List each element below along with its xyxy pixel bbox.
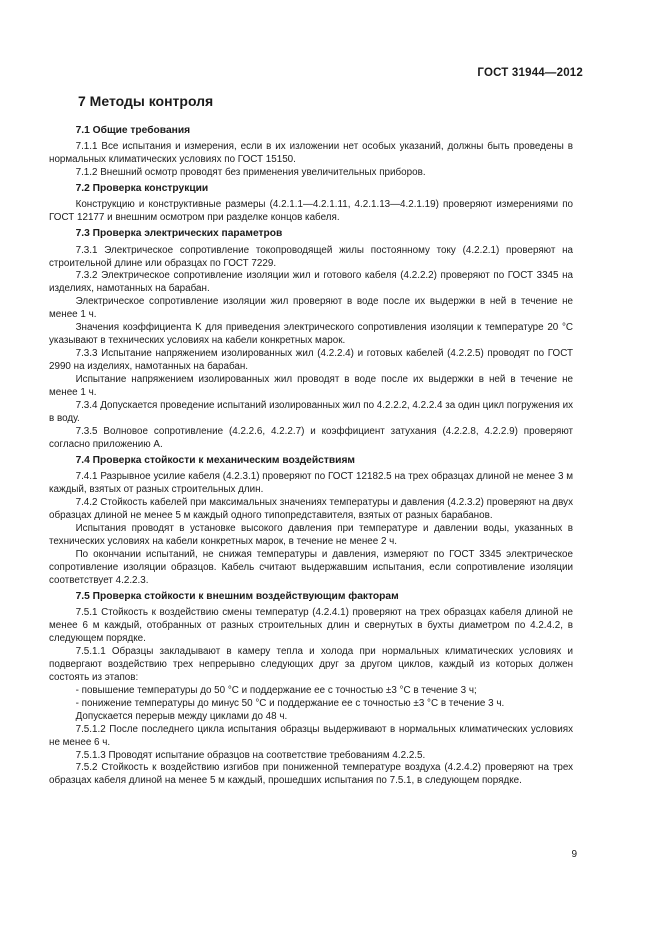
paragraph: 7.1.1 Все испытания и измерения, если в их изложении нет особых указаний, должны быть проведены в нормальных климатических условиях по ГОСТ 15150. (49, 141, 574, 166)
paragraph: 7.4.2 Стойкость кабелей при максимальных значениях температуры и давления (4.2.3.2) проверяют на двух образцах длиной не менее 5 м каждый одного типопредставителя, взятых от разных барабанов. (49, 497, 574, 521)
subsection-heading: 7.5 Проверка стойкости к внешним воздействующим факторам (75, 590, 399, 602)
page-number: 9 (571, 849, 577, 860)
paragraph: Конструкцию и конструктивные размеры (4.2.1.1—4.2.1.11, 4.2.1.13—4.2.1.19) проверяют измерениями по ГОСТ 12177 и внешним осмотром при разделке концов кабеля. (49, 199, 574, 224)
subsection-heading: 7.4 Проверка стойкости к механическим воздействиям (75, 455, 355, 466)
paragraph: 7.3.5 Волновое сопротивление (4.2.2.6, 4.2.2.7) и коэффициент затухания (4.2.2.8, 4.2.2.9) проверяют согласно приложению А. (49, 425, 574, 450)
subsection-heading: 7.2 Проверка конструкции (75, 183, 209, 195)
paragraph: 7.3.3 Испытание напряжением изолированных жил (4.2.2.4) и готовых кабелей (4.2.2.5) проводят по ГОСТ 2990 на изделиях, намотанных на барабан. (49, 348, 574, 373)
standard-code: ГОСТ 31944—2012 (477, 67, 583, 79)
subsection-heading: 7.3 Проверка электрических параметров (75, 228, 283, 240)
paragraph: 7.5.1 Стойкость к воздействию смены температур (4.2.4.1) проверяют на трех образцах кабеля длиной не менее 6 м каждый, отобранных от разных строительных длин и свернутых в бухты диаметром по 4.2.4.2, в следующем порядке. (49, 607, 574, 644)
paragraph: Испытание напряжением изолированных жил проводят в воде после их выдержки в ней в течение не менее 1 ч. (49, 374, 574, 399)
paragraph: 7.3.2 Электрическое сопротивление изоляции жил и готового кабеля (4.2.2.2) проверяют по ГОСТ 3345 на изделиях, намотанных на барабан. (49, 270, 574, 295)
paragraph: Электрическое сопротивление изоляции жил проверяют в воде после их выдержки в ней в течение не менее 1 ч. (49, 296, 574, 321)
subsection-heading: 7.1 Общие требования (75, 125, 191, 136)
paragraph: 7.4.1 Разрывное усилие кабеля (4.2.3.1) проверяют по ГОСТ 12182.5 на трех образцах длиной не менее 3 м каждый, взятых от разных строительных длин. (49, 471, 574, 496)
paragraph: 7.5.1.1 Образцы закладывают в камеру тепла и холода при нормальных климатических условиях и подвергают воздействию трех непрерывно следующих друг за другом циклов, каждый из которых должен состоять из этапов: (49, 645, 574, 683)
section-title: 7 Методы контроля (78, 93, 214, 109)
paragraph: 7.5.2 Стойкость к воздействию изгибов при пониженной температуре воздуха (4.2.4.2) проверяют на трех образцах кабеля длиной на менее 5 м каждый, прошедших испытания по 7.5.1, в следующем порядке. (49, 762, 574, 787)
paragraph: Допускается перерыв между циклами до 48 ч. (75, 710, 288, 722)
paragraph: 7.3.4 Допускается проведение испытаний изолированных жил по 4.2.2.2, 4.2.2.4 за один цикл погружения их в воду. (49, 400, 574, 424)
paragraph: 7.5.1.2 После последнего цикла испытания образцы выдерживают в нормальных климатических условиях не менее 6 ч. (49, 723, 574, 748)
paragraph: Испытания проводят в установке высокого давления при температуре и давлении воды, указанных в технических условиях на кабели конкретных марок, в течение не менее 2 ч. (49, 522, 574, 547)
body-text (49, 125, 573, 788)
paragraph: 7.1.2 Внешний осмотр проводят без применения увеличительных приборов. (75, 167, 426, 179)
list-item: - понижение температуры до минус 50 °С и поддержание ее с точностью ±3 °С в течение 3 ч. (75, 697, 505, 709)
paragraph: Значения коэффициента K для приведения электрического сопротивления изоляции к температуре 20 °С указывают в технических условиях на кабели конкретных марок. (49, 322, 574, 347)
paragraph: 7.3.1 Электрическое сопротивление токопроводящей жилы постоянному току (4.2.2.1) проверяют на строительной длине или образцах по ГОСТ 7229. (49, 244, 574, 269)
paragraph: 7.5.1.3 Проводят испытание образцов на соответствие требованиям 4.2.2.5. (75, 749, 426, 761)
paragraph: По окончании испытаний, не снижая температуры и давления, измеряют по ГОСТ 3345 электрическое сопротивление изоляции образцов. Кабель считают выдержавшим испытания, если сопротивление изоляции соответствует 4.2.2.3. (49, 548, 574, 586)
list-item: - повышение температуры до 50 °С и поддержание ее с точностью ±3 °С в течение 3 ч; (75, 684, 477, 696)
